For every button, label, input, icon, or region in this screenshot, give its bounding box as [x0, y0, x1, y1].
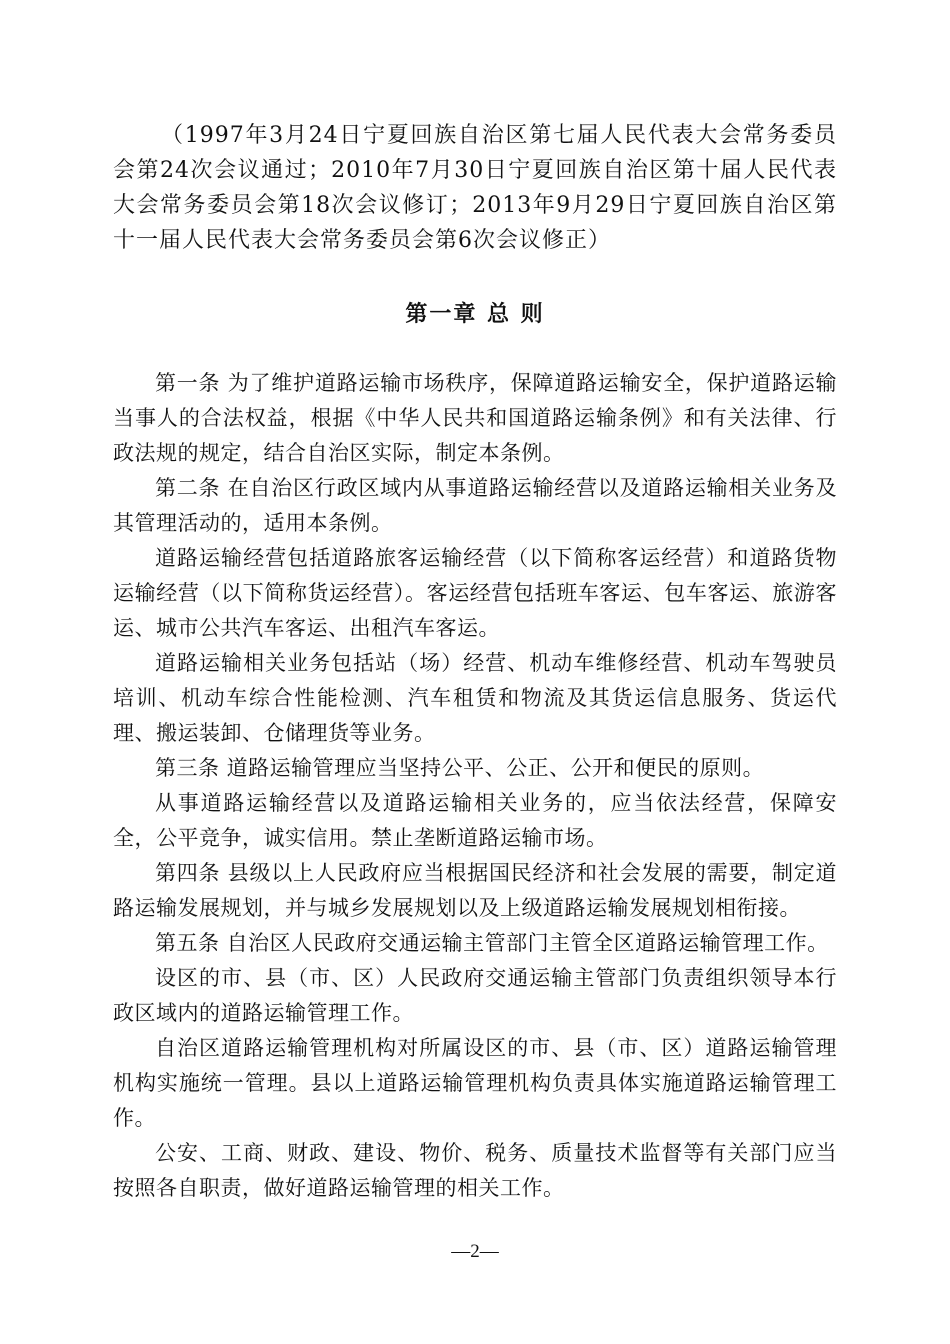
related-departments-paragraph: 公安、工商、财政、建设、物价、税务、质量技术监督等有关部门应当按照各自职责，做好道路运输管理的相关工作。: [113, 1141, 837, 1200]
preamble-text: （1997年3月24日宁夏回族自治区第七届人民代表大会常务委员会第24次会议通过；2010年7月30日宁夏回族自治区第十届人民代表大会常务委员会第18次会议修订；2013年9月29日宁夏回族自治区第十一届人民代表大会常务委员会第6次会议修正）: [113, 123, 837, 253]
article-1-paragraph: 第一条 为了维护道路运输市场秩序，保障道路运输安全，保护道路运输当事人的合法权益，根据《中华人民共和国道路运输条例》和有关法律、行政法规的规定，结合自治区实际，制定本条例。: [113, 371, 837, 465]
related-business-paragraph: 道路运输相关业务包括站（场）经营、机动车维修经营、机动车驾驶员培训、机动车综合性能检测、汽车租赁和物流及其货运信息服务、货运代理、搬运装卸、仓储理货等业务。: [113, 651, 837, 745]
city-county-management-paragraph: 设区的市、县（市、区）人民政府交通运输主管部门负责组织领导本行政区域内的道路运输管理工作。: [113, 966, 837, 1025]
article-3-paragraph: 第三条 道路运输管理应当坚持公平、公正、公开和便民的原则。: [155, 756, 765, 780]
article-2-paragraph: 第二条 在自治区行政区域内从事道路运输经营以及道路运输相关业务及其管理活动的，适用本条例。: [113, 476, 837, 535]
article-5-paragraph: 第五条 自治区人民政府交通运输主管部门主管全区道路运输管理工作。: [155, 931, 829, 955]
management-agency-paragraph: 自治区道路运输管理机构对所属设区的市、县（市、区）道路运输管理机构实施统一管理。县以上道路运输管理机构负责具体实施道路运输管理工作。: [113, 1036, 837, 1130]
lawful-operation-paragraph: 从事道路运输经营以及道路运输相关业务的，应当依法经营，保障安全，公平竞争，诚实信用。禁止垄断道路运输市场。: [113, 791, 837, 850]
transport-business-paragraph: 道路运输经营包括道路旅客运输经营（以下简称客运经营）和道路货物运输经营（以下简称货运经营）。客运经营包括班车客运、包车客运、旅游客运、城市公共汽车客运、出租汽车客运。: [113, 546, 837, 640]
chapter-title: 第一章 总 则: [405, 302, 545, 327]
article-4-paragraph: 第四条 县级以上人民政府应当根据国民经济和社会发展的需要，制定道路运输发展规划，并与城乡发展规划以及上级道路运输发展规划相衔接。: [113, 861, 837, 920]
page-number: —2—: [451, 1241, 499, 1262]
document-body: [113, 118, 837, 1206]
